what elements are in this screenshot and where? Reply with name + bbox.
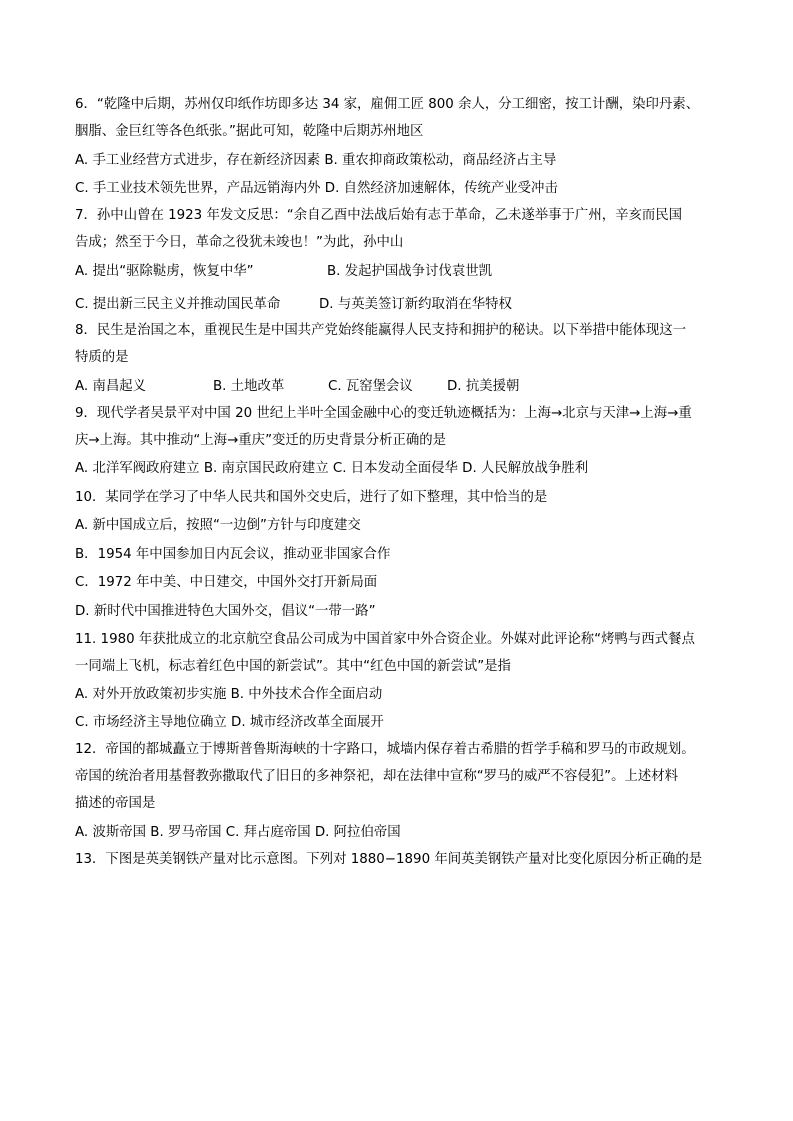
q12-stem-line-3: 描述的帝国是 <box>75 796 156 811</box>
q10-option-b: B．1954 年中国参加日内瓦会议，推动亚非国家合作 <box>75 547 391 562</box>
q7-option-a: A. 提出“驱除鞑虏，恢复中华” <box>75 264 254 279</box>
q7-option-d: D. 与英美签订新约取消在华特权 <box>319 297 512 312</box>
q7-option-b: B. 发起护国战争讨伐袁世凯 <box>327 264 492 279</box>
q11-stem-line-1: 11. 1980 年获批成立的北京航空食品公司成为中国首家中外合资企业。外媒对此评论称“烤鸭与西式餐点 <box>75 632 695 647</box>
q8-option-a: A. 南昌起义 <box>75 379 146 394</box>
q10-option-c: C．1972 年中美、中日建交，中国外交打开新局面 <box>75 575 378 590</box>
q9-stem-line-1: 9．现代学者吴景平对中国 20 世纪上半叶全国金融中心的变迁轨迹概括为：上海→北京与天津→上海→重 <box>75 406 692 421</box>
q7-stem-line-1: 7．孙中山曾在 1923 年发文反思：“余自乙酉中法战后始有志于革命，乙未遂举事于广州，辛亥而民国 <box>75 208 683 223</box>
q6-options-line-2: C. 手工业技术领先世界，产品远销海内外 D. 自然经济加速解体，传统产业受冲击 <box>75 181 558 196</box>
q13-stem-line-1: 13．下图是英美钢铁产量对比示意图。下列对 1880−1890 年间英美钢铁产量对比变化原因分析正确的是 <box>75 852 703 867</box>
q7-option-c: C. 提出新三民主义并推动国民革命 <box>75 297 281 312</box>
q11-stem-line-2: 一同端上飞机，标志着红色中国的新尝试”。其中“红色中国的新尝试”是指 <box>75 659 511 674</box>
q7-stem-line-2: 告成；然至于今日，革命之役犹未竣也！”为此，孙中山 <box>75 235 404 250</box>
q12-stem-line-1: 12．帝国的都城矗立于博斯普鲁斯海峡的十字路口，城墙内保存着古希腊的哲学手稿和罗马的市政规划。 <box>75 742 695 757</box>
q8-option-b: B. 土地改革 <box>213 379 285 394</box>
q9-options-line-1: A. 北洋军阀政府建立 B. 南京国民政府建立 C. 日本发动全面侵华 D. 人民解放战争胜利 <box>75 461 589 476</box>
q10-option-d: D. 新时代中国推进特色大国外交，倡议“一带一路” <box>75 604 376 619</box>
q8-option-c: C. 瓦窑堡会议 <box>328 379 413 394</box>
q11-options-line-1: A. 对外开放政策初步实施 B. 中外技术合作全面启动 <box>75 687 383 702</box>
q11-options-line-2: C. 市场经济主导地位确立 D. 城市经济改革全面展开 <box>75 715 384 730</box>
q6-options-line-1: A. 手工业经营方式进步，存在新经济因素 B. 重农抑商政策松动，商品经济占主导 <box>75 153 557 168</box>
q10-option-a: A. 新中国成立后，按照“一边倒”方针与印度建交 <box>75 518 361 533</box>
q8-stem-line-2: 特质的是 <box>75 350 129 365</box>
q12-stem-line-2: 帝国的统治者用基督教弥撒取代了旧日的多神祭祀，却在法律中宣称“罗马的威严不容侵犯”。上述材料 <box>75 769 679 784</box>
q8-stem-line-1: 8．民生是治国之本，重视民生是中国共产党始终能赢得人民支持和拥护的秘诀。以下举措中能体现这一 <box>75 323 687 338</box>
q12-options-line-1: A. 波斯帝国 B. 罗马帝国 C. 拜占庭帝国 D. 阿拉伯帝国 <box>75 825 401 840</box>
q10-stem-line-1: 10．某同学在学习了中华人民共和国外交史后，进行了如下整理，其中恰当的是 <box>75 490 548 505</box>
q6-stem-line-1: 6．“乾隆中后期，苏州仅印纸作坊即多达 34 家，雇佣工匠 800 余人，分工细密，按工计酬，染印丹素、 <box>75 97 700 112</box>
q8-option-d: D. 抗美援朝 <box>447 379 520 394</box>
q6-stem-line-2: 胭脂、金巨红等各色纸张。”据此可知，乾隆中后期苏州地区 <box>75 124 424 139</box>
q9-stem-line-2: 庆→上海。其中推动“上海→重庆”变迁的历史背景分析正确的是 <box>75 433 447 448</box>
